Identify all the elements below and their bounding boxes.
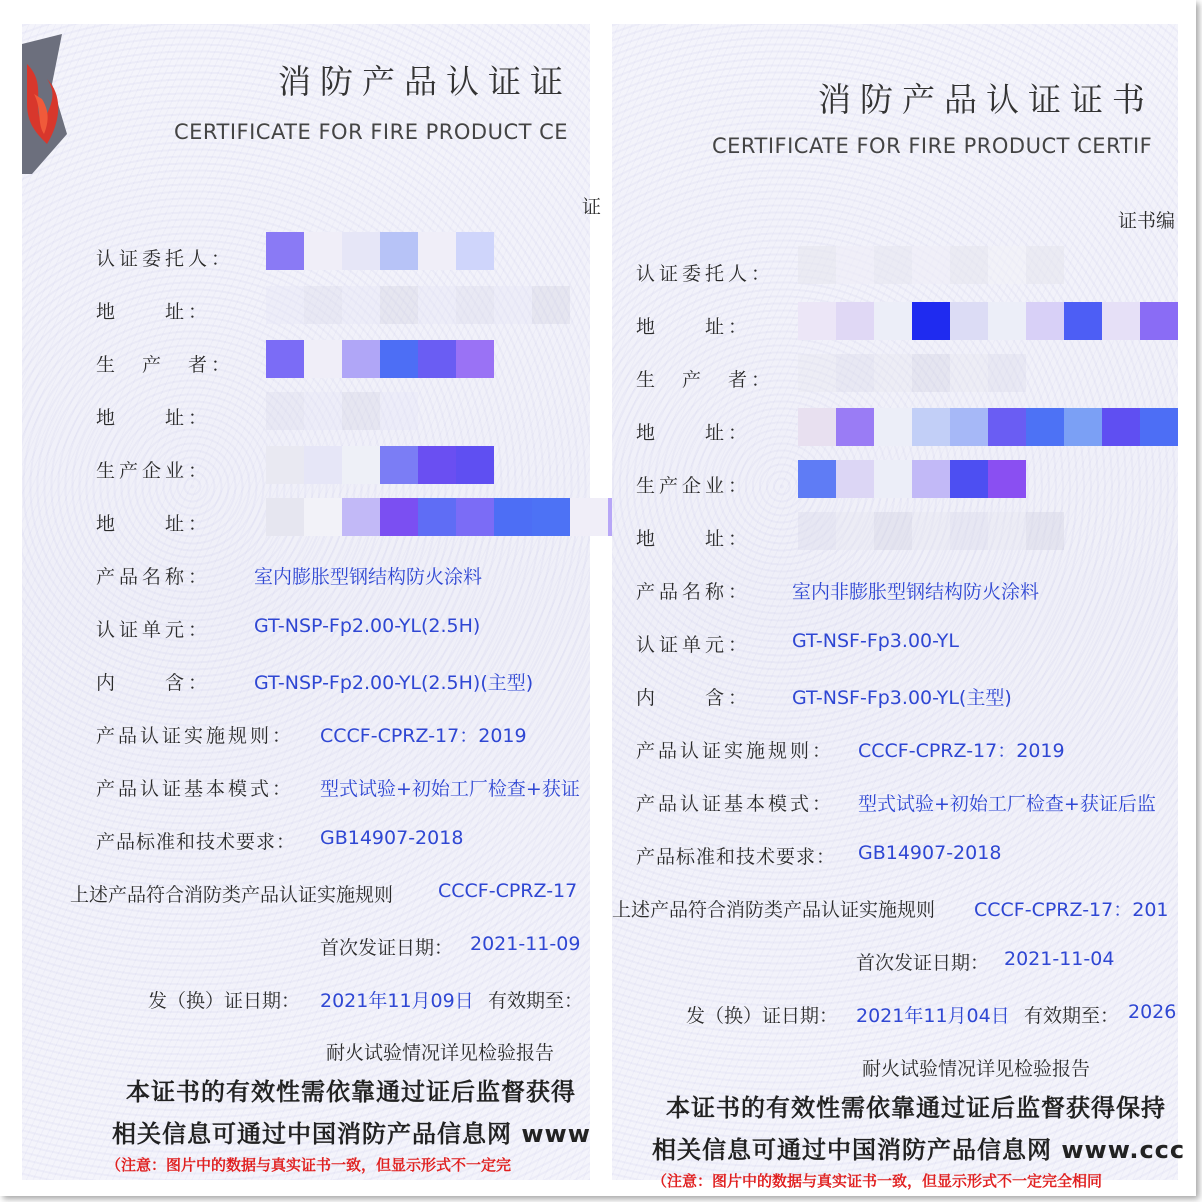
includes-value: GT-NSP-Fp2.00-YL(2.5H)(主型) <box>254 672 534 694</box>
issue-label: 发（换）证日期： <box>148 990 301 1012</box>
redacted-address2 <box>798 408 1178 446</box>
redacted-producer <box>266 340 494 378</box>
rule-label: 产品认证实施规则： <box>96 725 295 747</box>
validity-statement: 本证书的有效性需依靠通过证后监督获得 <box>126 1078 576 1106</box>
certificate-subtitle: CERTIFICATE FOR FIRE PRODUCT CERTIF <box>712 134 1153 158</box>
certificate-subtitle: CERTIFICATE FOR FIRE PRODUCT CE <box>174 120 569 144</box>
rule-value: CCCF-CPRZ-17：2019 <box>320 725 527 747</box>
unit-label: 认证单元： <box>636 634 752 656</box>
standard-label: 产品标准和技术要求： <box>96 831 297 853</box>
valid-until-value: 2026 <box>1128 1001 1177 1023</box>
valid-until-label: 有效期至： <box>488 990 584 1012</box>
redacted-address2 <box>266 392 418 430</box>
address1-label: 地 址： <box>96 301 212 323</box>
mode-label: 产品认证基本模式： <box>636 793 835 815</box>
includes-value: GT-NSF-Fp3.00-YL(主型) <box>792 687 1012 709</box>
redacted-enterprise <box>266 446 494 484</box>
enterprise-label: 生产企业： <box>636 475 752 497</box>
redacted-address3 <box>798 512 1064 550</box>
fire-logo-icon <box>22 24 82 184</box>
client-label: 认证委托人： <box>96 248 235 270</box>
first-issue-label: 首次发证日期： <box>320 937 454 959</box>
issue-value: 2021年11月09日 <box>320 990 474 1012</box>
redacted-address3 <box>266 498 646 536</box>
standard-label: 产品标准和技术要求： <box>636 846 837 868</box>
rule-value: CCCF-CPRZ-17：2019 <box>858 740 1065 762</box>
info-statement: 相关信息可通过中国消防产品信息网 www <box>112 1120 591 1148</box>
client-label: 认证委托人： <box>636 263 775 285</box>
first-issue-value: 2021-11-04 <box>1004 948 1115 970</box>
first-issue-label: 首次发证日期： <box>856 952 990 974</box>
conform-label: 上述产品符合消防类产品认证实施规则 <box>70 884 394 906</box>
address2-label: 地 址： <box>636 422 752 444</box>
standard-value: GB14907-2018 <box>320 827 464 849</box>
address3-label: 地 址： <box>636 528 752 550</box>
certificate-title: 消防产品认证证书 <box>818 80 1154 119</box>
cert-number-label: 证书编 <box>1118 210 1176 232</box>
redacted-enterprise <box>798 460 1026 498</box>
certificate-title: 消防产品认证证 <box>278 62 572 101</box>
disclaimer-note: （注意：图片中的数据与真实证书一致，但显示形式不一定完全相同 <box>652 1172 1103 1190</box>
conform-value: CCCF-CPRZ-17：201 <box>974 899 1169 921</box>
redacted-client <box>266 232 494 270</box>
disclaimer-note: （注意：图片中的数据与真实证书一致，但显示形式不一定完 <box>106 1156 512 1174</box>
producer-label: 生 产 者： <box>96 354 235 376</box>
redacted-address1 <box>266 286 570 324</box>
includes-label: 内 含： <box>96 672 212 694</box>
includes-label: 内 含： <box>636 687 752 709</box>
info-statement: 相关信息可通过中国消防产品信息网 www.ccc <box>652 1136 1186 1164</box>
mode-label: 产品认证基本模式： <box>96 778 295 800</box>
certificate-right <box>612 24 1186 1190</box>
mode-value: 型式试验+初始工厂检查+获证后监 <box>858 793 1156 815</box>
unit-label: 认证单元： <box>96 619 212 641</box>
fire-test-note: 耐火试验情况详见检验报告 <box>862 1058 1091 1080</box>
product-name-value: 室内非膨胀型钢结构防火涂料 <box>792 581 1040 603</box>
conform-label: 上述产品符合消防类产品认证实施规则 <box>612 899 936 921</box>
redacted-address1 <box>798 302 1178 340</box>
rule-label: 产品认证实施规则： <box>636 740 835 762</box>
unit-value: GT-NSP-Fp2.00-YL(2.5H) <box>254 615 481 637</box>
producer-label: 生 产 者： <box>636 369 775 391</box>
product-name-label: 产品名称： <box>96 566 212 588</box>
address1-label: 地 址： <box>636 316 752 338</box>
fire-test-note: 耐火试验情况详见检验报告 <box>326 1042 555 1064</box>
cert-number-label: 证 <box>582 196 602 218</box>
first-issue-value: 2021-11-09 <box>470 933 581 955</box>
certificate-left <box>22 24 602 1180</box>
redacted-producer <box>798 354 1026 392</box>
unit-value: GT-NSF-Fp3.00-YL <box>792 630 959 652</box>
address2-label: 地 址： <box>96 407 212 429</box>
mode-value: 型式试验+初始工厂检查+获证 <box>320 778 580 800</box>
valid-until-label: 有效期至： <box>1024 1005 1120 1027</box>
issue-value: 2021年11月04日 <box>856 1005 1010 1027</box>
conform-value: CCCF-CPRZ-17 <box>438 880 578 902</box>
issue-label: 发（换）证日期： <box>686 1005 839 1027</box>
product-name-label: 产品名称： <box>636 581 752 603</box>
validity-statement: 本证书的有效性需依靠通过证后监督获得保持 <box>666 1094 1166 1122</box>
product-name-value: 室内膨胀型钢结构防火涂料 <box>254 566 483 588</box>
redacted-client <box>798 246 1064 284</box>
enterprise-label: 生产企业： <box>96 460 212 482</box>
address3-label: 地 址： <box>96 513 212 535</box>
standard-value: GB14907-2018 <box>858 842 1002 864</box>
